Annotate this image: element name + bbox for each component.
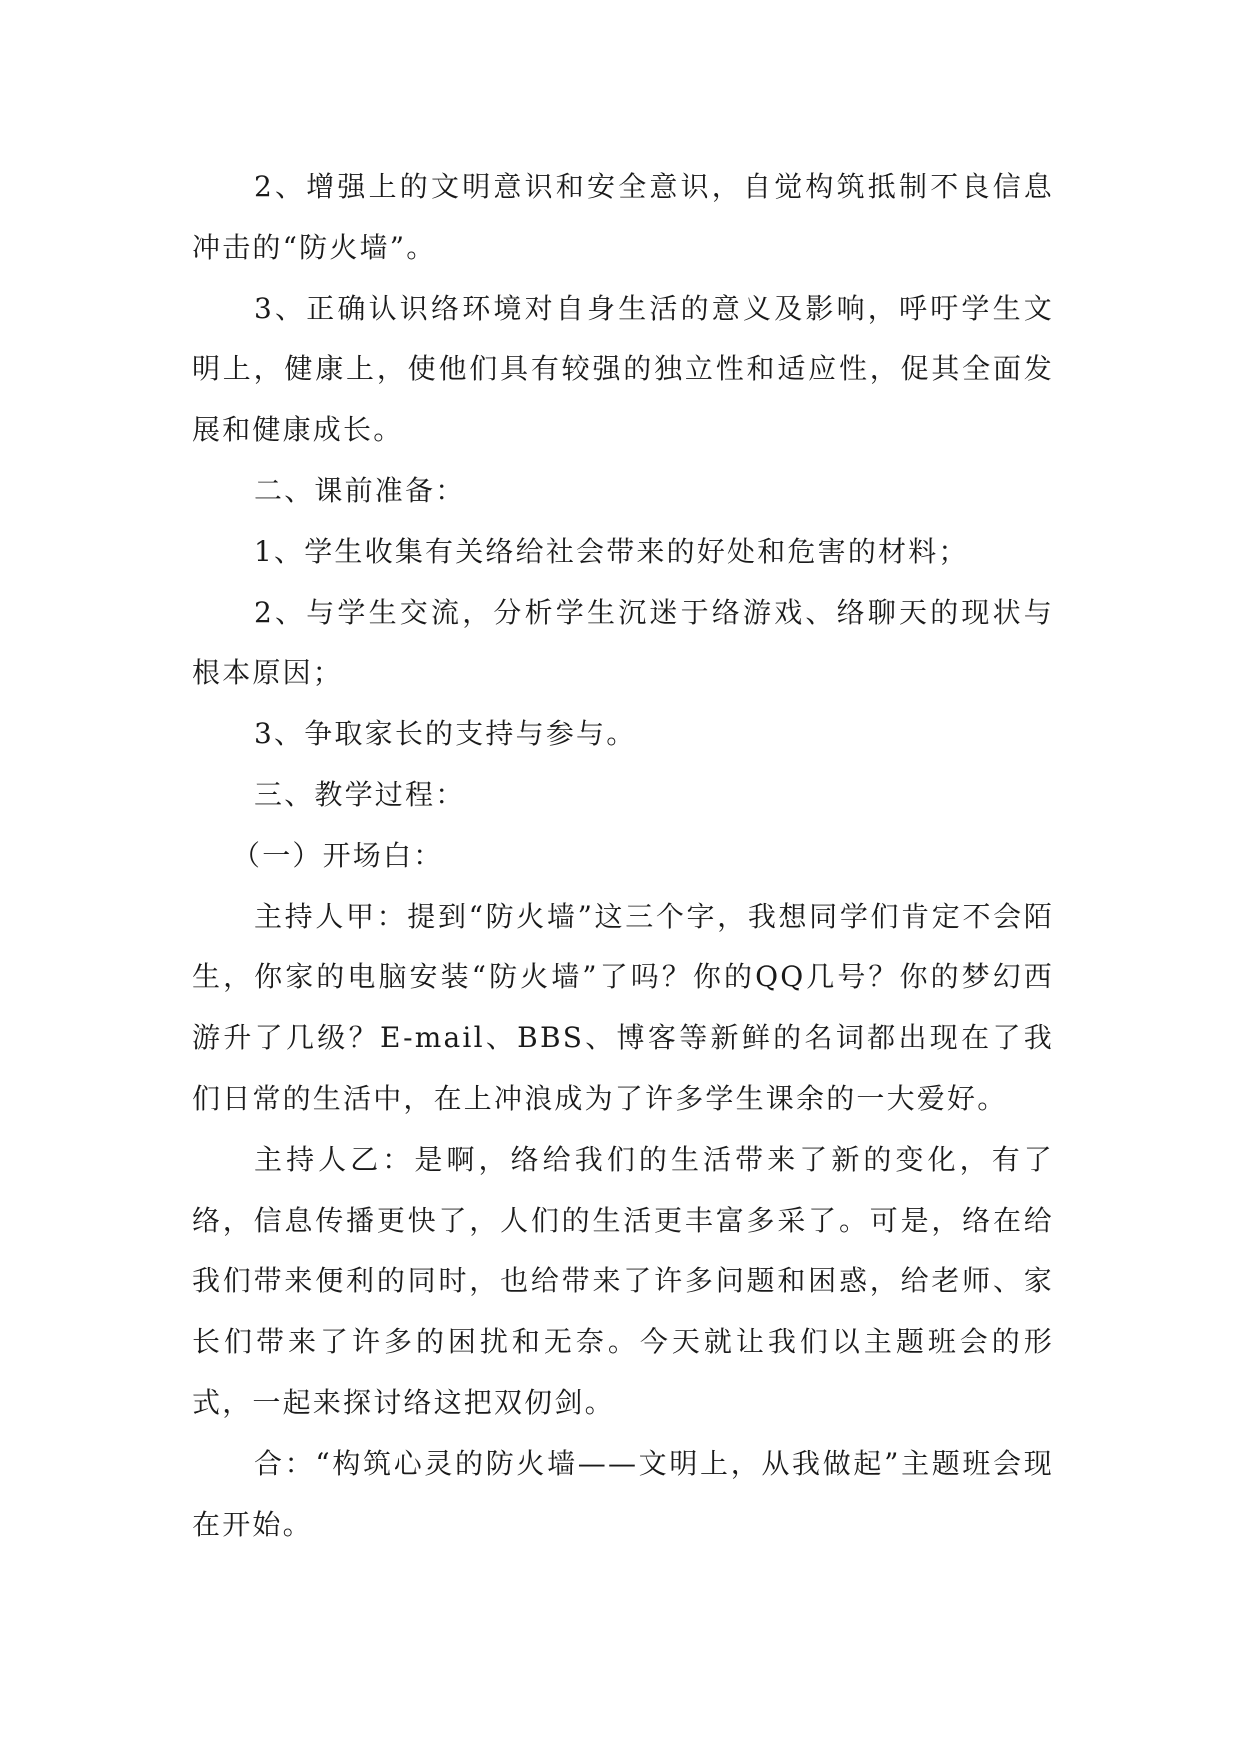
paragraph-host-b: 主持人乙：是啊，络给我们的生活带来了新的变化，有了络，信息传播更快了，人们的生活更丰富多采了。可是，络在给我们带来便利的同时，也给带来了许多问题和困惑，给老师、家长们带来了许多的困扰和无奈。今天就让我们以主题班会的形式，一起来探讨络这把双仞剑。	[192, 1142, 1054, 1419]
paragraph-preparation-1: 1、学生收集有关络给社会带来的好处和危害的材料；	[254, 534, 969, 568]
paragraph-together: 合：“构筑心灵的防火墙——文明上，从我做起”主题班会现在开始。	[192, 1446, 1054, 1541]
paragraph-preparation-3: 3、争取家长的支持与参与。	[254, 717, 637, 751]
section-heading-preparation: 二、课前准备：	[254, 473, 466, 507]
paragraph-objective-2: 2、增强上的文明意识和安全意识，自觉构筑抵制不良信息冲击的“防火墙”。	[192, 170, 1054, 264]
paragraph-objective-3: 3、正确认识络环境对自身生活的意义及影响，呼吁学生文明上，健康上，使他们具有较强的独立性和适应性，促其全面发展和健康成长。	[192, 291, 1054, 447]
section-heading-process: 三、教学过程：	[254, 777, 466, 811]
document-body	[192, 157, 1054, 1555]
paragraph-host-a: 主持人甲：提到“防火墙”这三个字，我想同学们肯定不会陌生，你家的电脑安装“防火墙”了吗？你的QQ几号？你的梦幻西游升了几级？E-mail、BBS、博客等新鲜的名词都出现在了我们日常的生活中，在上冲浪成为了许多学生课余的一大爱好。	[192, 899, 1054, 1115]
subsection-heading-opening: （一）开场白：	[232, 838, 444, 872]
paragraph-preparation-2: 2、与学生交流，分析学生沉迷于络游戏、络聊天的现状与根本原因；	[192, 595, 1054, 690]
